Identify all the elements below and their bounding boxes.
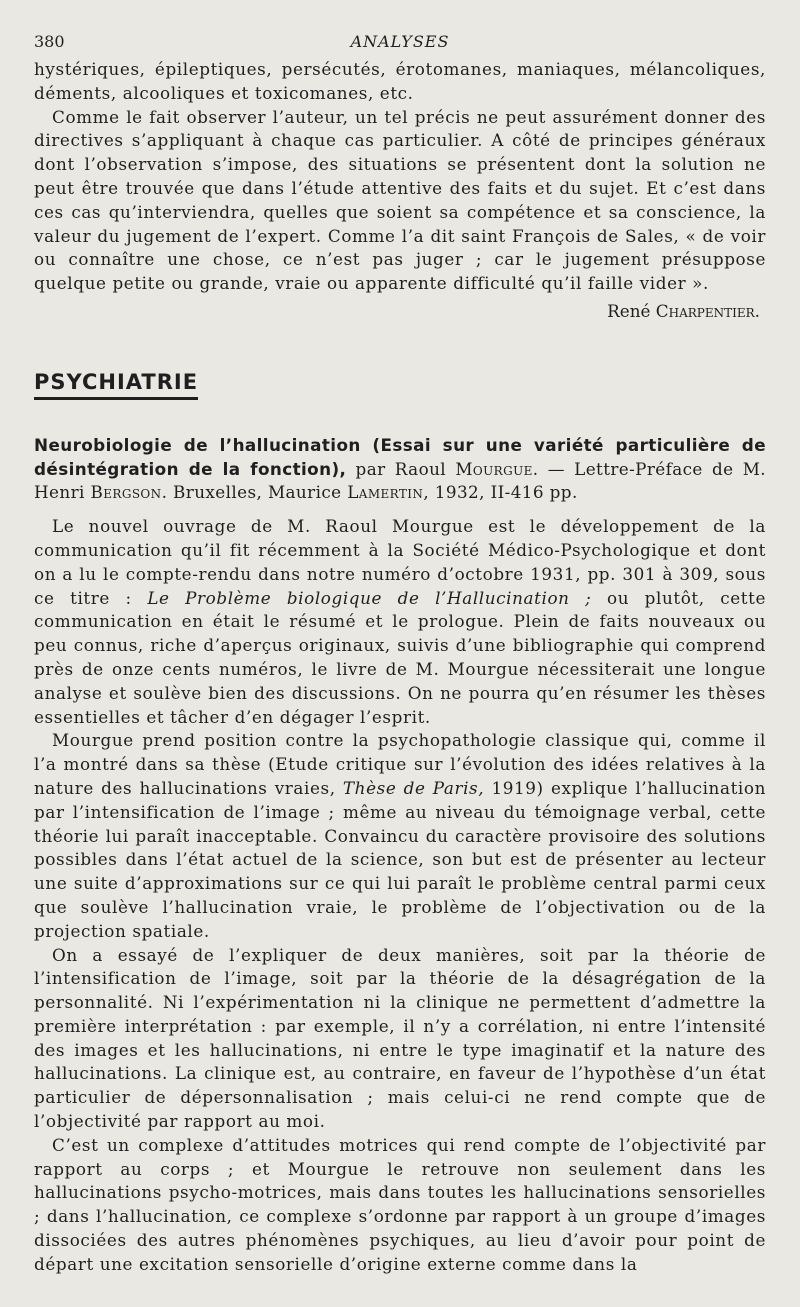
reviewer-last-name: Charpentier. [655,300,760,321]
book-by: par Raoul [355,458,447,479]
book-reference [34,434,766,505]
review-paragraph [34,729,766,943]
book-details: 1932, II-416 pp. [434,482,578,503]
cited-title: Thèse de Paris, [342,777,485,798]
review-paragraph [34,515,766,729]
review-paragraph: C’est un complexe d’attitudes motrices qui rend compte de l’objectivité par rapport au corps ; et Mourgue le retrouve non seulement dans les hallucinations psycho-motrices, mais dans toutes les hallucinations sensorielles ; dans l’hallucination, ce complexe s’ordonne par rapport à un groupe d’images dissociées des autres phénomènes psychiques, au lieu d’avoir pour point de départ une excitation sensorielle d’origine externe comme dans la [34,1134,766,1274]
page-number: 380 [34,32,65,51]
review-paragraph: On a essayé de l’expliquer de deux manières, soit par la théorie de l’intensification de l’image, soit par la théorie de la désagrégation de la personnalité. Ni l’expérimentation ni la clinique ne permettent d’admettre la première interprétation : par exemple, il n’y a corrélation, ni entre l’intensité des images et les hallucinations, ni entre le type imaginatif et la nature des hallucinations. La clinique est, au contraire, en faveur de l’hypothèse d’un état particulier de dépersonnalisation ; mais celui-ci ne rend compte que de l’objectivité par rapport au moi. [34,944,766,1132]
book-author: Mourgue. [455,458,539,479]
previous-review-paragraph: hystériques, épileptiques, persécutés, érotomanes, maniaques, mélancoliques, déments, alcooliques et toxicomanes, etc. [34,59,766,103]
running-section-title: ANALYSES [350,32,450,51]
review-text: 1919) explique l’hallucination par l’intensification de l’image ; même au niveau du témoignage verbal, cette théorie lui paraît inacceptable. Convaincu du caractère provisoire des solutions possibles dans l’état actuel de la science, son but est de présenter au lecteur une suite d’approximations sur ce qui lui paraît le problème central parmi ceux que soulève l’hallucination vraie, le problème de l’objectivation ou de la projection spatiale. [34,777,766,941]
review-text: ou plutôt, cette communication en était le résumé et le prologue. Plein de faits nouveaux ou peu connus, riche d’aperçus originaux, suivis d’une bibliographie qui comprend près de onze cents numéros, le livre de M. Mourgue nécessiterait une longue analyse et soulève bien des discussions. On ne pourra qu’en résumer les thèses essentielles et tâcher d’en dégager l’esprit. [34,587,767,727]
reviewer-signature [34,300,766,324]
reviewer-first-name: René [607,300,651,321]
book-title: Neurobiologie de l’hallucination (Essai sur une variété particulière de désintégration de la fonction), [34,434,766,479]
review-text: Le nouvel ouvrage de M. Raoul Mourgue est le développement de la communication qu’il fit récemment à la Société Médico-Psychologique et dont on a lu le compte-rendu dans notre numéro d’octobre 1931, pp. 301 à 309, sous ce titre : [34,516,766,608]
book-publisher-intro: Bruxelles, Maurice [173,482,342,503]
book-publisher: Lamertin, [347,482,430,503]
running-head [34,28,766,58]
book-preface-author: Bergson. [90,482,168,503]
previous-review-paragraph: Comme le fait observer l’auteur, un tel précis ne peut assurément donner des directives s’appliquant à chaque cas particulier. A côté de principes généraux dont l’observation s’impose, des situations se présentent dont la solution ne peut être trouvée que dans l’étude attentive des faits et du sujet. Et c’est dans ces cas qu’interviendra, quelles que soient sa compétence et sa conscience, la valeur du jugement de l’expert. Comme l’a dit saint François de Sales, « de voir ou connaître une chose, ce n’est pas juger ; car le jugement présuppose quelque petite ou grande, vraie ou apparente difficulté qu’il faille vider ». [34,106,766,294]
cited-title: Le Problème biologique de l’Hallucination ; [147,587,592,608]
book-preface-intro: — Lettre-Préface de M. Henri [34,458,767,503]
review-text: Mourgue prend position contre la psychopathologie classique qui, comme il l’a montré dans sa thèse (Etude critique sur l’évolution des idées relatives à la nature des hallucinations vraies, [34,730,766,798]
section-heading: PSYCHIATRIE [34,370,198,400]
